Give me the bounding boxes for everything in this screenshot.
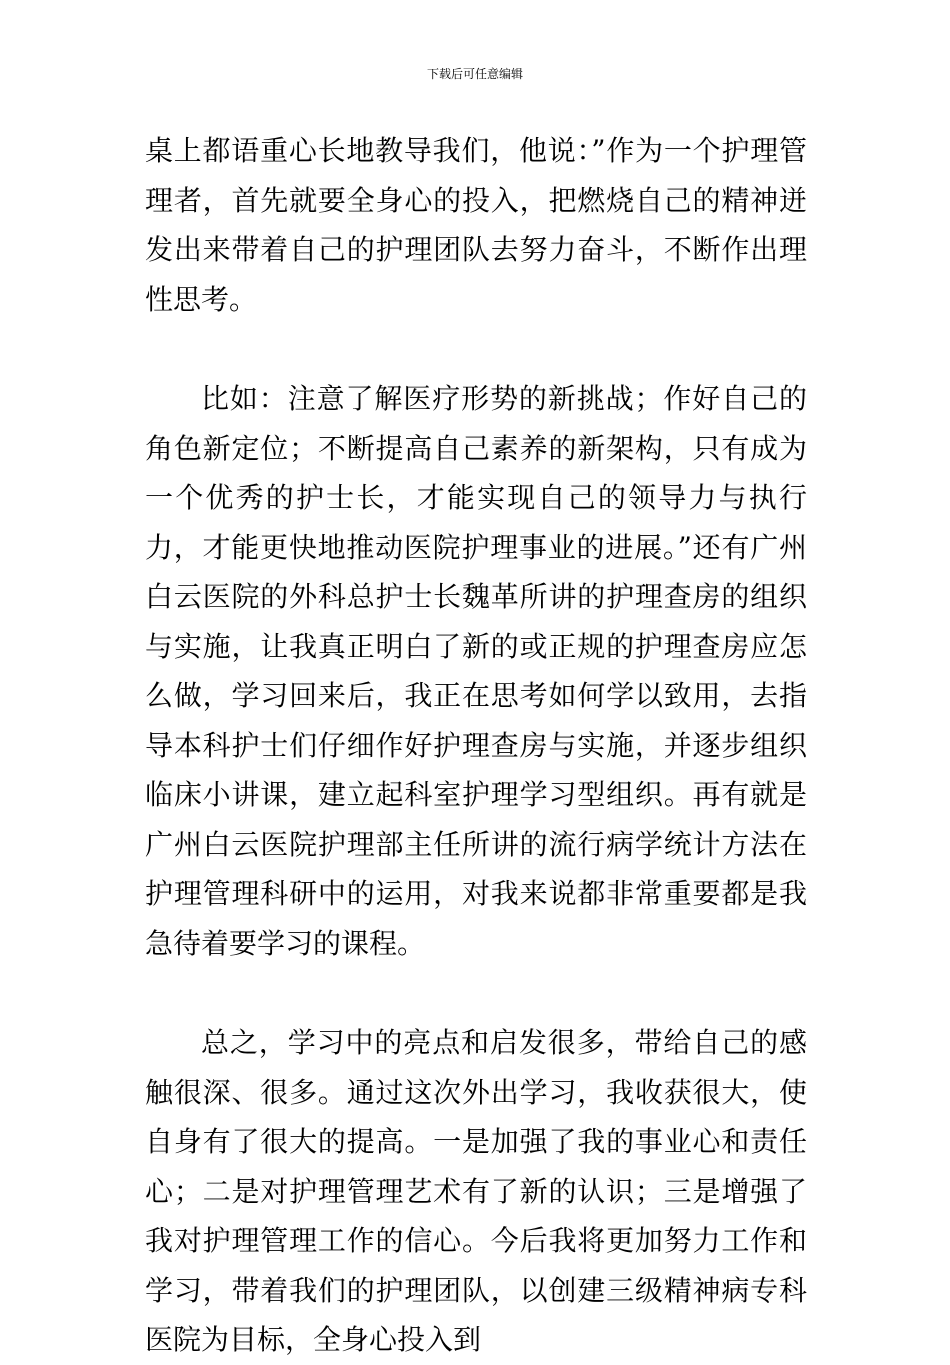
- page-header: 下载后可任意编辑: [426, 67, 523, 81]
- document-body: [145, 126, 807, 1365]
- paragraph-gap: [145, 324, 807, 374]
- paragraph-gap: [145, 968, 807, 1018]
- paragraph-1: 桌上都语重心长地教导我们，他说：”作为一个护理管理者，首先就要全身心的投入，把燃烧自己的精神迸发出来带着自己的护理团队去努力奋斗，不断作出理性思考。: [145, 134, 807, 316]
- paragraph-3: 总之，学习中的亮点和启发很多，带给自己的感触很深、很多。通过这次外出学习，我收获很大，使自身有了很大的提高。一是加强了我的事业心和责任心；二是对护理管理艺术有了新的认识；三是增强了我对护理管理工作的信心。今后我将更加努力工作和学习，带着我们的护理团队，以创建三级精神病专科医院为目标，全身心投入到: [145, 1026, 807, 1356]
- paragraph-2: 比如：注意了解医疗形势的新挑战；作好自己的角色新定位；不断提高自己素养的新架构，只有成为一个优秀的护士长，才能实现自己的领导力与执行力，才能更快地推动医院护理事业的进展。”还有广州白云医院的外科总护士长魏革所讲的护理查房的组织与实施，让我真正明白了新的或正规的护理查房应怎么做，学习回来后，我正在思考如何学以致用，去指导本科护士们仔细作好护理查房与实施，并逐步组织临床小讲课，建立起科室护理学习型组织。再有就是广州白云医院护理部主任所讲的流行病学统计方法在护理管理科研中的运用，对我来说都非常重要都是我急待着要学习的课程。: [145, 382, 807, 960]
